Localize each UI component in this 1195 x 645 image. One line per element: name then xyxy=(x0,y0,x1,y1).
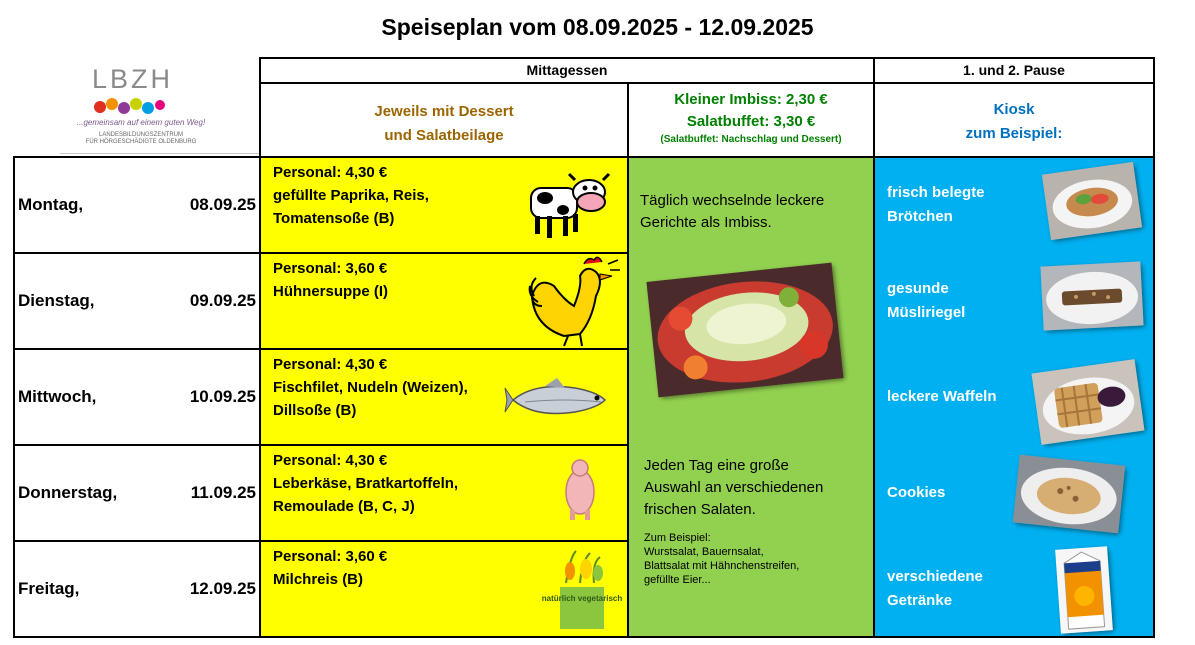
mittagessen-header: Mittagessen xyxy=(259,57,875,84)
day-tuesday xyxy=(13,252,261,350)
logo-subtitle: LANDESBILDUNGSZENTRUM FÜR HÖRGESCHÄDIGTE OLDENBURG xyxy=(85,132,197,145)
kiosk-header: Kiosk zum Beispiel: xyxy=(873,82,1155,158)
day-name: Montag, xyxy=(18,195,84,214)
cow-icon xyxy=(525,170,611,242)
salad-photo xyxy=(646,263,843,398)
kiosk-item-muesliriegel: gesunde Müsliriegel xyxy=(887,280,966,321)
day-date: 11.09.25 xyxy=(190,483,256,502)
kiosk-item-waffeln: leckere Waffeln xyxy=(887,388,997,405)
salad-examples: Zum Beispiel: Wurstsalat, Bauernsalat, Blattsalat mit Hähnchenstreifen, gefüllte Eier... xyxy=(644,532,800,586)
day-wednesday xyxy=(13,348,261,446)
broetchen-photo xyxy=(1042,162,1142,240)
logo-letters: LBZH xyxy=(92,64,174,94)
day-friday xyxy=(13,540,261,638)
logo-paint-blobs xyxy=(90,96,180,118)
imbiss-header: Kleiner Imbiss: 2,30 € Salatbuffet: 3,30 € (Salatbuffet: Nachschlag und Dessert) xyxy=(627,82,875,158)
kiosk-item-getraenke: verschiedene Getränke xyxy=(887,568,983,609)
getraenke-photo xyxy=(1055,546,1113,633)
day-date: 09.09.25 xyxy=(189,291,256,310)
meal-tuesday: Personal: 3,60 € Hühnersuppe (I) xyxy=(259,252,629,350)
salad-text: Jeden Tag eine große Auswahl an verschiedenen frischen Salaten. xyxy=(644,457,824,518)
rooster-icon xyxy=(524,256,620,348)
waffeln-photo xyxy=(1031,359,1144,445)
page-title: Speiseplan vom 08.09.2025 - 12.09.2025 xyxy=(381,14,814,40)
day-name: Dienstag, xyxy=(18,291,95,310)
meal-monday: Personal: 4,30 € gefüllte Paprika, Reis, Tomatensoße (B) xyxy=(259,156,629,254)
day-date: 10.09.25 xyxy=(189,387,256,406)
fish-icon xyxy=(505,374,617,426)
dessert-header: Jeweils mit Dessert und Salatbeilage xyxy=(259,82,629,158)
vegetarian-icon xyxy=(541,547,623,631)
day-thursday xyxy=(13,444,261,542)
day-date: 12.09.25 xyxy=(189,579,256,598)
day-name: Donnerstag, xyxy=(18,483,118,502)
meal-thursday: Personal: 4,30 € Leberkäse, Bratkartoffeln, Remoulade (B, C, J) xyxy=(259,444,629,542)
muesliriegel-photo xyxy=(1040,261,1143,330)
day-monday xyxy=(13,156,261,254)
day-name: Mittwoch, xyxy=(18,387,97,406)
meal-friday: Personal: 3,60 € Milchreis (B) xyxy=(259,540,629,638)
meal-wednesday: Personal: 4,30 € Fischfilet, Nudeln (Weizen), Dillsoße (B) xyxy=(259,348,629,446)
kiosk-item-broetchen: frisch belegte Brötchen xyxy=(887,184,985,225)
day-name: Freitag, xyxy=(18,579,80,598)
day-date: 08.09.25 xyxy=(189,195,256,214)
cookies-photo xyxy=(1013,455,1126,534)
pause-header: 1. und 2. Pause xyxy=(873,57,1155,84)
imbiss-column xyxy=(627,156,875,638)
kiosk-item-cookies: Cookies xyxy=(887,484,946,501)
imbiss-text: Täglich wechselnde leckere Gerichte als Imbiss. xyxy=(640,192,825,231)
pig-icon xyxy=(560,458,600,522)
vegetarian-label: natürlich vegetarisch xyxy=(541,594,623,603)
logo-slogan: ...gemeinsam auf einem guten Weg! xyxy=(76,118,206,127)
